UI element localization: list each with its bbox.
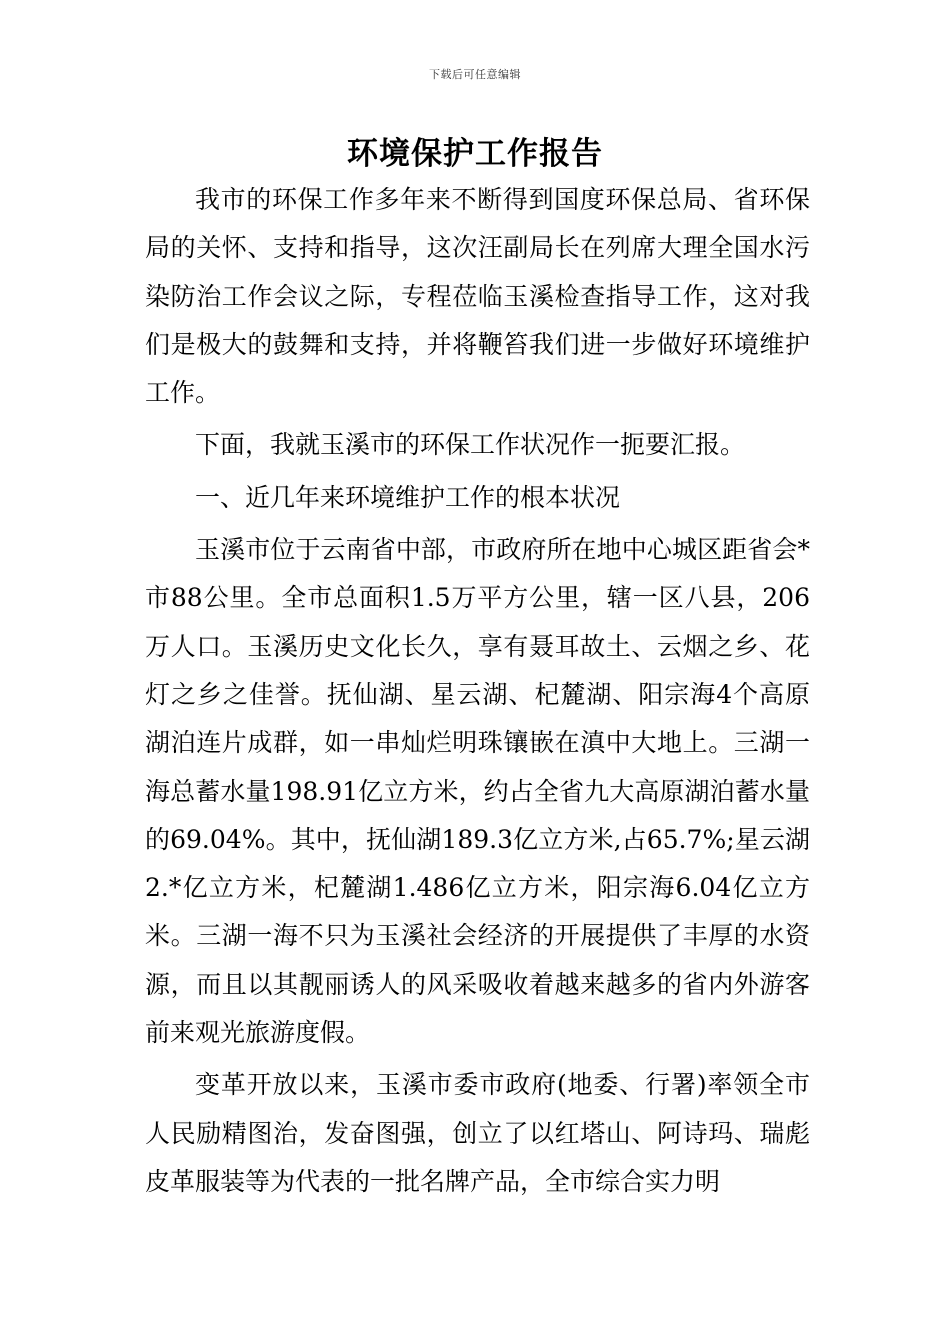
paragraph-reform: 变革开放以来，玉溪市委市政府(地委、行署)率领全市人民励精图治，发奋图强，创立了以红塔山、阿诗玛、瑞彪皮革服装等为代表的一批名牌产品，全市综合实力明 — [145, 1070, 810, 1196]
document-body — [145, 176, 810, 1206]
document-title: 环境保护工作报告 — [347, 136, 603, 172]
header-note: 下载后可任意编辑 — [429, 68, 521, 81]
paragraph-summary-lead: 下面，我就玉溪市的环保工作状况作一扼要汇报。 — [195, 430, 746, 460]
paragraph-city-overview: 玉溪市位于云南省中部，市政府所在地中心城区距省会*市88公里。全市总面积1.5万平方公里，辖一区八县，206万人口。玉溪历史文化长久，享有聂耳故土、云烟之乡、花灯之乡之佳誉。抚仙湖、星云湖、杞麓湖、阳宗海4个高原湖泊连片成群，如一串灿烂明珠镶嵌在滇中大地上。三湖一海总蓄水量198.91亿立方米，约占全省九大高原湖泊蓄水量的69.04%。其中，抚仙湖189.3亿立方米,占65.7%;星云湖2.*亿立方米，杞麓湖1.486亿立方米，阳宗海6.04亿立方米。三湖一海不只为玉溪社会经济的开展提供了丰厚的水资源，而且以其靓丽诱人的风采吸收着越来越多的省内外游客前来观光旅游度假。 — [145, 535, 810, 1048]
paragraph-intro: 我市的环保工作多年来不断得到国度环保总局、省环保局的关怀、支持和指导，这次汪副局长在列席大理全国水污染防治工作会议之际，专程莅临玉溪检查指导工作，这对我们是极大的鼓舞和支持，并将鞭笞我们进一步做好环境维护工作。 — [145, 185, 810, 408]
section-heading-1: 一、近几年来环境维护工作的根本状况 — [195, 482, 621, 512]
